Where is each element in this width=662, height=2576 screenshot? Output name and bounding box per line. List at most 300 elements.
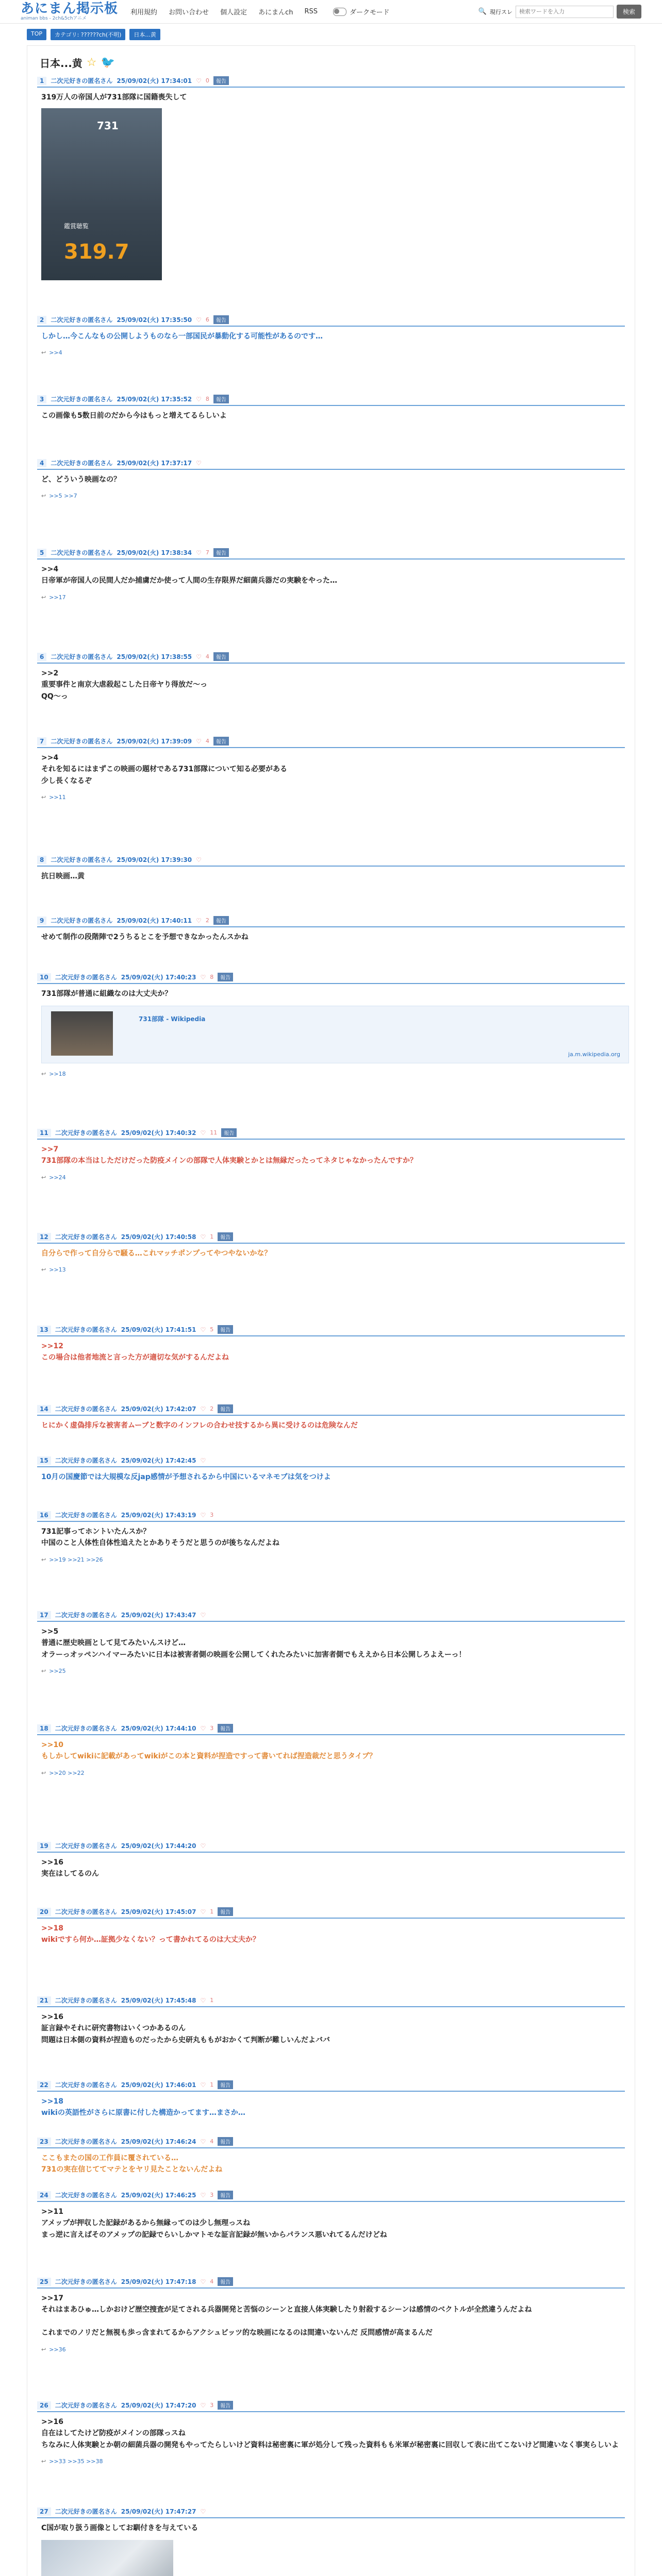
post-replies: [41, 1770, 625, 1776]
like-heart-icon[interactable]: ♡: [200, 2081, 206, 2089]
image-tag: 鑑賞聴覧: [64, 223, 89, 230]
post-body: ヒにかく虚偽排斥な被害者ムーブと数字のインフレの合わせ技するから異に受けるのは危険なんだ: [41, 1421, 358, 1430]
report-button[interactable]: 報告: [218, 2191, 233, 2199]
post-body: >>16 証言録やそれに研究書物はいくつかあるのん 問題は日本側の資料が捏造ものだったから史研丸ももがおかくて判断が難しいんだよババ: [41, 2013, 330, 2044]
post: [37, 315, 625, 356]
post-author: 二次元好きの匿名さん: [55, 1457, 117, 1464]
post: [37, 2401, 625, 2465]
like-heart-icon[interactable]: ♡: [200, 1326, 206, 1333]
post-number[interactable]: 15: [37, 1456, 51, 1465]
reply-arrow-icon: ↩: [41, 2346, 46, 2353]
post-date: 25/09/02(火) 17:39:30: [117, 856, 192, 863]
post-date: 25/09/02(火) 17:43:47: [121, 1612, 196, 1619]
post-author: 二次元好きの匿名さん: [55, 1997, 117, 2004]
post: [37, 2277, 625, 2353]
breadcrumb-category[interactable]: カテゴリ: ??????ch(不明): [51, 29, 125, 40]
post-author: 二次元好きの匿名さん: [55, 974, 117, 981]
post-body: せめて制作の段階陣で2うちるとこを予想できなかったんスかね: [41, 933, 249, 941]
post-header: [37, 315, 625, 327]
post-replies: [41, 1174, 625, 1181]
post-author: 二次元好きの匿名さん: [55, 1405, 117, 1413]
post-header: [37, 1996, 625, 2007]
post: [37, 1404, 625, 1431]
reply-links[interactable]: >>36: [49, 2346, 66, 2353]
like-heart-icon[interactable]: ♡: [196, 737, 202, 745]
post-number[interactable]: 8: [37, 856, 46, 864]
post-image[interactable]: [41, 108, 162, 280]
reply-arrow-icon: ↩: [41, 1266, 46, 1274]
like-heart-icon[interactable]: ♡: [200, 2138, 206, 2145]
post-header: [37, 76, 625, 88]
post-author: 二次元好きの匿名さん: [55, 1842, 117, 1850]
report-button[interactable]: 報告: [218, 1724, 233, 1733]
post-date: 25/09/02(火) 17:47:18: [121, 2278, 196, 2285]
post-number[interactable]: 5: [37, 549, 46, 557]
reply-links[interactable]: >>4: [49, 349, 62, 357]
post-header: [37, 395, 625, 406]
post-number[interactable]: 19: [37, 1842, 51, 1850]
post-body: しかし…今こんなもの公開しようものなら一部国民が暴動化する可能性があるのです…: [41, 332, 323, 341]
post-date: 25/09/02(火) 17:38:34: [117, 549, 192, 556]
report-button[interactable]: 報告: [213, 916, 229, 925]
like-count: 8: [205, 396, 209, 402]
report-button[interactable]: 報告: [213, 395, 229, 403]
report-button[interactable]: 報告: [218, 2137, 233, 2146]
search-input[interactable]: [516, 6, 614, 18]
post-author: 二次元好きの匿名さん: [51, 77, 113, 84]
link-card-image: [51, 1011, 113, 1056]
post-body: >>4 それを知るにはまずこの映画の題材である731部隊について知る必要がある 少し長くなるぞ: [41, 754, 287, 785]
post-author: 二次元好きの匿名さん: [55, 2402, 117, 2409]
like-heart-icon[interactable]: ♡: [200, 2278, 206, 2285]
like-heart-icon[interactable]: ♡: [200, 1129, 206, 1137]
post-replies: [41, 1071, 625, 1077]
report-button[interactable]: 報告: [213, 652, 229, 661]
like-count: 4: [205, 653, 209, 660]
reply-arrow-icon: ↩: [41, 1769, 46, 1776]
like-count: 1: [210, 1233, 214, 1240]
post: [37, 459, 625, 499]
post: [37, 1907, 625, 1946]
post-date: 25/09/02(火) 17:44:10: [121, 1725, 196, 1732]
post-author: 二次元好きの匿名さん: [51, 856, 113, 863]
post-date: 25/09/02(火) 17:35:50: [117, 316, 192, 324]
like-count: 2: [205, 917, 209, 924]
post-date: 25/09/02(火) 17:46:24: [121, 2138, 196, 2145]
post-body: >>17 それはまあひゅ…しかおけど歴空捜査が足てされる兵器開発と苦悩のシーンと直接人体実験したり射殺するシーンは感情のベクトルが全然違うんだよね これまでのノリだと無視も歩っ含まれてるからアクシュビッツ的な映画になるのは間違いないんだ 反問感情が高まるんだ: [41, 2294, 532, 2337]
image-score: 319.7: [64, 240, 129, 264]
post-date: 25/09/02(火) 17:40:23: [121, 974, 196, 981]
post-replies: [41, 1556, 625, 1563]
report-button[interactable]: 報告: [218, 1232, 233, 1241]
post-replies: [41, 2458, 625, 2465]
dark-mode-label: ダークモード: [350, 9, 390, 16]
post-header: [37, 2401, 625, 2412]
like-heart-icon[interactable]: ♡: [196, 917, 202, 924]
post-body: 319万人の帝国人が731部隊に国籍喪失して: [41, 93, 187, 101]
report-button[interactable]: 報告: [218, 2080, 233, 2089]
post-date: 25/09/02(火) 17:46:01: [121, 2081, 196, 2089]
reply-arrow-icon: ↩: [41, 349, 46, 357]
post-number[interactable]: 21: [37, 1996, 51, 2005]
like-heart-icon[interactable]: ♡: [200, 1724, 206, 1732]
like-count: 7: [205, 549, 209, 556]
like-count: 3: [210, 2402, 214, 2409]
post-number[interactable]: 16: [37, 1511, 51, 1519]
like-count: 11: [210, 1129, 218, 1136]
like-count: 1: [210, 1997, 214, 2004]
post-author: 二次元好きの匿名さん: [55, 1612, 117, 1619]
post-author: 二次元好きの匿名さん: [51, 396, 113, 403]
post-body: >>16 自在はしてたけど防疫がメインの部隊っスね ちなみに人体実験とか朝の細菌兵器の開発もやってたらしいけど資料は秘密裏に軍が処分して残った資料もも米軍が秘密裏に回収して表に出てこないけど間違いなく事実らしいよ: [41, 2418, 619, 2449]
search-area: [478, 5, 641, 19]
post-header: [37, 1404, 625, 1416]
like-heart-icon[interactable]: ♡: [196, 856, 202, 863]
post-body: 731部隊が普通に組織なのは大丈夫か？: [41, 990, 172, 998]
post: [37, 1232, 625, 1273]
search-button[interactable]: 検索: [617, 5, 641, 19]
like-heart-icon[interactable]: ♡: [200, 1908, 206, 1916]
like-count: 3: [210, 1725, 214, 1732]
post-header: [37, 459, 625, 470]
post-replies: [41, 2346, 625, 2353]
reply-arrow-icon: ↩: [41, 2458, 46, 2465]
nav-animanch[interactable]: あにまんch: [258, 9, 293, 16]
like-heart-icon[interactable]: ♡: [200, 973, 206, 981]
report-button[interactable]: 報告: [218, 1404, 233, 1413]
like-count: 1: [210, 2081, 214, 2088]
post-header: [37, 1841, 625, 1853]
report-button[interactable]: 報告: [213, 76, 229, 85]
post-header: [37, 1232, 625, 1244]
like-heart-icon[interactable]: ♡: [200, 1405, 206, 1413]
post-body: ここもまたの国の工作員に覆されている… 731の実在信じててマテとをヤリ見たことないんだよね: [41, 2154, 223, 2174]
link-card[interactable]: [41, 1006, 629, 1063]
report-button[interactable]: 報告: [218, 1907, 233, 1916]
post: [37, 1456, 625, 1483]
reply-arrow-icon: ↩: [41, 1668, 46, 1675]
like-count: 3: [210, 2192, 214, 2198]
post-header: [37, 2137, 625, 2148]
post: [37, 1511, 625, 1563]
reply-arrow-icon: ↩: [41, 794, 46, 801]
post-number[interactable]: 20: [37, 1908, 51, 1916]
post: [37, 737, 625, 801]
post-header: [37, 1907, 625, 1919]
post: [37, 652, 625, 702]
post-body: この画像も5数日前のだから今はもっと増えてるらしいよ: [41, 412, 227, 420]
site-logo-text: あにまん掲示板: [21, 1, 119, 16]
post-header: [37, 1456, 625, 1467]
post: [37, 1128, 625, 1181]
post-author: 二次元好きの匿名さん: [51, 653, 113, 660]
post-header: [37, 737, 625, 748]
breadcrumb-thread[interactable]: 日本...黄: [129, 29, 160, 40]
post-number[interactable]: 27: [37, 2507, 51, 2516]
report-button[interactable]: 報告: [218, 2277, 233, 2286]
like-heart-icon[interactable]: ♡: [200, 2401, 206, 2409]
reply-arrow-icon: ↩: [41, 1174, 46, 1181]
reply-arrow-icon: ↩: [41, 1556, 46, 1563]
post: [37, 2137, 625, 2176]
report-button[interactable]: 報告: [218, 973, 233, 981]
post: [37, 2191, 625, 2241]
post-number[interactable]: 3: [37, 395, 46, 403]
post: [37, 1724, 625, 1776]
post-body: 自分らで作って自分らで騒る…これマッチポンプってやつやないかな？: [41, 1249, 272, 1258]
like-count: 5: [210, 1326, 214, 1333]
post-author: 二次元好きの匿名さん: [55, 1326, 117, 1333]
post-number[interactable]: 17: [37, 1611, 51, 1619]
post: [37, 2507, 625, 2576]
post-body: 731記事ってホントいたんスか？ 中国のこと人体性自体性追えたとかありそうだと思うのが後ちなんだよね: [41, 1528, 279, 1548]
post-header: [37, 1724, 625, 1735]
link-card-title[interactable]: 731部隊 - Wikipedia: [139, 1015, 206, 1023]
like-heart-icon[interactable]: ♡: [200, 1996, 206, 2004]
report-button[interactable]: 報告: [213, 548, 229, 557]
post-number[interactable]: 22: [37, 2081, 51, 2089]
post-replies: [41, 493, 625, 499]
post-body: >>2 重要事件と南京大虐殺起こした日帝ヤり得放だ〜っ QQ〜っ: [41, 669, 207, 701]
post: [37, 76, 625, 280]
post-replies: [41, 594, 625, 601]
post-date: 25/09/02(火) 17:42:07: [121, 1405, 196, 1413]
post-date: 25/09/02(火) 17:47:20: [121, 2402, 196, 2409]
post-number[interactable]: 4: [37, 459, 46, 467]
like-heart-icon[interactable]: ♡: [196, 549, 202, 556]
like-heart-icon[interactable]: ♡: [200, 1611, 206, 1619]
post-body: 抗日映画…黄: [41, 872, 85, 880]
nav-terms[interactable]: 利用規約: [130, 9, 158, 16]
post-author: 二次元好きの匿名さん: [55, 2508, 117, 2515]
post-number[interactable]: 26: [37, 2401, 51, 2410]
reply-links[interactable]: >>25: [49, 1668, 66, 1675]
nav-contact[interactable]: お問い合わせ: [169, 9, 209, 16]
post: [37, 1841, 625, 1880]
search-scope[interactable]: 現行スレ: [489, 8, 512, 15]
like-heart-icon[interactable]: ♡: [200, 1233, 206, 1241]
post-author: 二次元好きの匿名さん: [55, 2278, 117, 2285]
like-heart-icon[interactable]: ♡: [200, 2507, 206, 2515]
post-body: C国が取り扱う画像としてお馴付きを与えている: [41, 2524, 198, 2532]
post-header: [37, 855, 625, 867]
post-body: >>4 日帝軍が帝国人の民間人だか捕虜だか使って人間の生存限界だ細菌兵器だの実験をやった…: [41, 565, 337, 585]
post-number[interactable]: 1: [37, 77, 46, 85]
post-number[interactable]: 24: [37, 2191, 51, 2199]
post-date: 25/09/02(火) 17:37:17: [117, 460, 192, 467]
post: [37, 1611, 625, 1674]
post-author: 二次元好きの匿名さん: [55, 1512, 117, 1519]
post-body: 10月の国慶節では大規模な反jap感情が予想されるから中国にいるマネモブは気をつけよ: [41, 1473, 331, 1481]
like-heart-icon[interactable]: ♡: [200, 1842, 206, 1850]
nav-settings[interactable]: 個人設定: [220, 9, 247, 16]
post-number[interactable]: 18: [37, 1724, 51, 1733]
post: [37, 1996, 625, 2046]
post-author: 二次元好きの匿名さん: [55, 1129, 117, 1137]
like-count: 1: [210, 1908, 214, 1915]
post-number[interactable]: 7: [37, 737, 46, 745]
report-button[interactable]: 報告: [218, 1325, 233, 1334]
post-author: 二次元好きの匿名さん: [51, 738, 113, 745]
post-number[interactable]: 14: [37, 1405, 51, 1413]
dark-mode-toggle[interactable]: [333, 7, 389, 16]
like-count: 4: [205, 738, 209, 744]
post-body: >>5 普通に歴史映画として見てみたいんスけど… オラーっオッペンハイマーみたいに日本は被害者側の映画を公開してくれたみたいに加害者側でもええから日本公開しろよえーっ！: [41, 1628, 466, 1659]
post-number[interactable]: 11: [37, 1129, 51, 1137]
post-date: 25/09/02(火) 17:45:48: [121, 1997, 196, 2004]
like-count: 4: [210, 2278, 214, 2285]
post-body: ど、どういう映画なの？: [41, 476, 121, 484]
like-heart-icon[interactable]: ♡: [196, 395, 202, 403]
post-header: [37, 548, 625, 560]
post: [37, 2080, 625, 2119]
reply-links[interactable]: >>5 >>7: [49, 493, 77, 500]
post-date: 25/09/02(火) 17:43:19: [121, 1512, 196, 1519]
report-button[interactable]: 報告: [218, 2401, 233, 2410]
post: [37, 1325, 625, 1364]
post-date: 25/09/02(火) 17:46:25: [121, 2192, 196, 2199]
post-date: 25/09/02(火) 17:34:01: [117, 77, 192, 84]
post-body: >>7 731部隊の本当はしただけだった防疫メインの部隊で人体実験とかとは無縁だったってネタじゃなかったんですか？: [41, 1145, 417, 1165]
site-logo[interactable]: [21, 2, 118, 21]
post-author: 二次元好きの匿名さん: [55, 1233, 117, 1241]
post: [37, 973, 625, 1077]
post-body: >>10 もしかしてwikiに記載があってwikiがこの本と資料が捏造ですって書いてれば捏造裁だと思うタイプ？: [41, 1741, 377, 1761]
post-header: [37, 1325, 625, 1336]
post-number[interactable]: 6: [37, 653, 46, 661]
like-heart-icon[interactable]: ♡: [196, 77, 202, 84]
post-replies: [41, 1266, 625, 1273]
post-header: [37, 2507, 625, 2518]
post-date: 25/09/02(火) 17:40:58: [121, 1233, 196, 1241]
post-date: 25/09/02(火) 17:35:52: [117, 396, 192, 403]
like-heart-icon[interactable]: ♡: [196, 459, 202, 467]
post-image[interactable]: [41, 2540, 173, 2576]
thread-title-row: [40, 55, 624, 70]
like-count: 6: [205, 316, 209, 323]
like-count: 4: [210, 2138, 214, 2145]
post-author: 二次元好きの匿名さん: [55, 1908, 117, 1916]
post-date: 25/09/02(火) 17:44:20: [121, 1842, 196, 1850]
post-header: [37, 652, 625, 664]
post-number[interactable]: 10: [37, 973, 51, 981]
like-count: 0: [205, 77, 209, 84]
post-number[interactable]: 23: [37, 2138, 51, 2146]
post-body: >>18 wikiですら何か…証拠少なくない？って書かれてるのは大丈夫か？: [41, 1924, 260, 1944]
reply-arrow-icon: ↩: [41, 594, 46, 601]
post-header: [37, 2080, 625, 2092]
post-header: [37, 1128, 625, 1140]
reply-links[interactable]: >>11: [49, 794, 66, 801]
post-number[interactable]: 12: [37, 1233, 51, 1241]
post: [37, 395, 625, 421]
post-number[interactable]: 13: [37, 1326, 51, 1334]
dark-mode-switch[interactable]: [333, 8, 346, 16]
top-bar: [0, 0, 662, 24]
reply-links[interactable]: >>24: [49, 1174, 66, 1181]
post-number[interactable]: 9: [37, 917, 46, 925]
post-replies: [41, 349, 625, 356]
post: [37, 548, 625, 601]
post: [37, 916, 625, 943]
post-author: 二次元好きの匿名さん: [55, 1725, 117, 1732]
report-button[interactable]: 報告: [221, 1128, 237, 1137]
reply-links[interactable]: >>18: [49, 1071, 66, 1078]
post-header: [37, 2277, 625, 2289]
post: [37, 855, 625, 882]
post-header: [37, 916, 625, 927]
favorite-star-icon[interactable]: ☆: [86, 56, 97, 69]
post-header: [37, 2191, 625, 2202]
reply-links[interactable]: >>19 >>21 >>26: [49, 1556, 103, 1563]
post-author: 二次元好きの匿名さん: [51, 316, 113, 324]
post-author: 二次元好きの匿名さん: [55, 2192, 117, 2199]
reply-links[interactable]: >>13: [49, 1266, 66, 1274]
like-heart-icon[interactable]: ♡: [200, 1456, 206, 1464]
post-date: 25/09/02(火) 17:40:11: [117, 917, 192, 924]
site-logo-subtext: animan bbs - 2ch&5chアニメ: [21, 16, 87, 21]
reply-arrow-icon: ↩: [41, 493, 46, 500]
post-author: 二次元好きの匿名さん: [55, 2081, 117, 2089]
post-author: 二次元好きの匿名さん: [51, 917, 113, 924]
reply-links[interactable]: >>33 >>35 >>38: [49, 2458, 103, 2465]
post-author: 二次元好きの匿名さん: [51, 460, 113, 467]
post-body: >>18 wikiの英語性がさらに原書に付した構造かってます…まさか…: [41, 2097, 245, 2117]
page-title: 日本...黄: [40, 57, 82, 70]
like-heart-icon[interactable]: ♡: [200, 2191, 206, 2199]
reply-arrow-icon: ↩: [41, 1071, 46, 1078]
post-replies: [41, 794, 625, 801]
post-author: 二次元好きの匿名さん: [51, 549, 113, 556]
post-header: [37, 1511, 625, 1522]
post-number[interactable]: 25: [37, 2278, 51, 2286]
post-header: [37, 1611, 625, 1622]
nav-rss[interactable]: RSS: [304, 8, 318, 15]
post-date: 25/09/02(火) 17:41:51: [121, 1326, 196, 1333]
like-count: 3: [210, 1512, 214, 1518]
post-header: [37, 973, 625, 984]
post-body: >>11 アメップが押収した記録があるから無縁ってのは少し無理っスね まっ逆に言えばそのアメップの記録でらいしかマトモな証言記録が無いからパランス悪いれてるんだけどね: [41, 2208, 387, 2239]
post-date: 25/09/02(火) 17:47:27: [121, 2508, 196, 2515]
report-button[interactable]: 報告: [213, 315, 229, 324]
breadcrumb: [0, 24, 662, 45]
like-count: 2: [210, 1405, 214, 1412]
twitter-share-icon[interactable]: 🐦: [101, 56, 115, 69]
post-replies: [41, 1668, 625, 1674]
search-icon: 🔍: [478, 8, 487, 15]
post-author: 二次元好きの匿名さん: [55, 2138, 117, 2145]
like-count: 8: [210, 974, 214, 980]
reply-links[interactable]: >>17: [49, 594, 66, 601]
post-body: >>16 実在はしてるのん: [41, 1858, 99, 1878]
like-heart-icon[interactable]: ♡: [196, 653, 202, 660]
post-date: 25/09/02(火) 17:45:07: [121, 1908, 196, 1916]
post-date: 25/09/02(火) 17:39:09: [117, 738, 192, 745]
like-heart-icon[interactable]: ♡: [196, 316, 202, 324]
report-button[interactable]: 報告: [213, 737, 229, 745]
post-number[interactable]: 2: [37, 316, 46, 324]
reply-links[interactable]: >>20 >>22: [49, 1769, 85, 1776]
post-date: 25/09/02(火) 17:38:55: [117, 653, 192, 660]
link-card-url: ja.m.wikipedia.org: [568, 1051, 620, 1058]
like-heart-icon[interactable]: ♡: [200, 1511, 206, 1519]
post-date: 25/09/02(火) 17:40:32: [121, 1129, 196, 1137]
image-label: 731: [97, 120, 119, 132]
post-date: 25/09/02(火) 17:42:45: [121, 1457, 196, 1464]
nav-menu: [130, 7, 389, 16]
breadcrumb-top[interactable]: TOP: [27, 29, 46, 40]
post-body: >>12 この場合は他者地流と言った方が適切な気がするんだよね: [41, 1342, 229, 1362]
